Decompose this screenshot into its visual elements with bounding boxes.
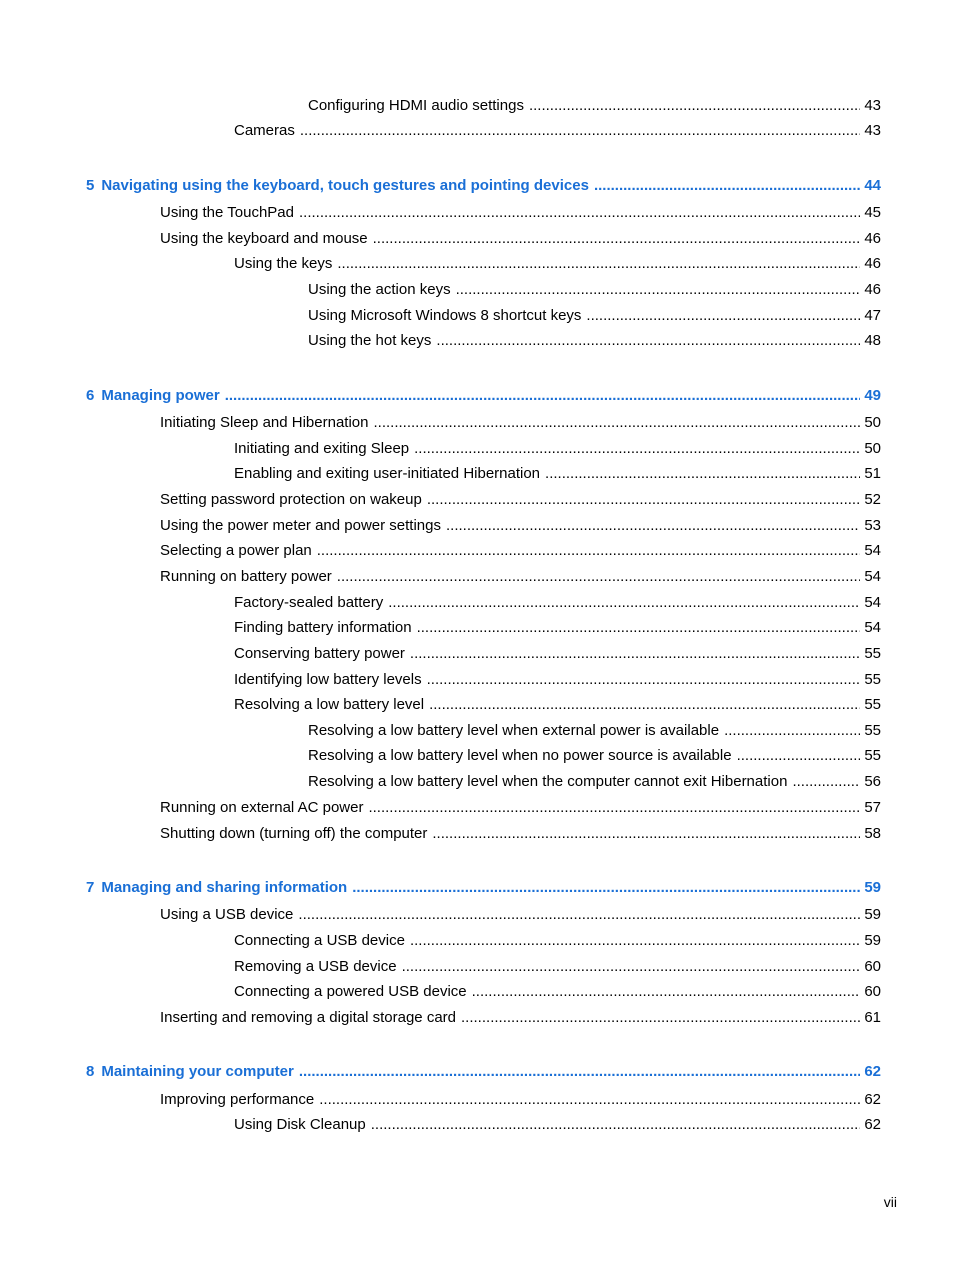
toc-entry[interactable]	[234, 957, 881, 977]
dot-leader	[337, 567, 861, 587]
chapter-number: 5	[86, 177, 95, 194]
toc-entry[interactable]	[160, 541, 881, 561]
chapter-number: 6	[86, 387, 95, 404]
toc-entry-page: 62	[864, 1091, 881, 1108]
toc-entry-page: 55	[864, 645, 881, 662]
toc-entry[interactable]	[234, 618, 881, 638]
toc-entry-title: Removing a USB device	[234, 958, 397, 975]
dot-leader	[586, 306, 860, 326]
toc-entry-page: 60	[864, 958, 881, 975]
toc-entry-title: Conserving battery power	[234, 645, 405, 662]
dot-leader	[427, 670, 861, 690]
dot-leader	[737, 746, 861, 766]
toc-entry-title: Setting password protection on wakeup	[160, 491, 422, 508]
toc-entry-title: Managing and sharing information	[101, 879, 348, 896]
toc-entry-page: 62	[864, 1063, 881, 1080]
toc-chapter-heading[interactable]	[86, 176, 881, 196]
toc-entry[interactable]	[234, 1115, 881, 1135]
toc-entry[interactable]	[308, 280, 881, 300]
dot-leader	[414, 439, 860, 459]
toc-entry-page: 46	[864, 281, 881, 298]
toc-entry-page: 57	[864, 799, 881, 816]
toc-entry-page: 62	[864, 1116, 881, 1133]
toc-entry[interactable]	[160, 229, 881, 249]
toc-entry-page: 43	[864, 97, 881, 114]
toc-entry-page: 56	[864, 773, 881, 790]
toc-entry-page: 54	[864, 594, 881, 611]
toc-entry[interactable]	[160, 567, 881, 587]
toc-entry[interactable]	[160, 413, 881, 433]
dot-leader	[410, 931, 860, 951]
dot-leader	[299, 1062, 860, 1082]
toc-entry-page: 43	[864, 122, 881, 139]
toc-entry-title: Selecting a power plan	[160, 542, 312, 559]
toc-entry-title: Using the hot keys	[308, 332, 432, 349]
toc-entry[interactable]	[234, 695, 881, 715]
toc-entry-title: Resolving a low battery level when external power is available	[308, 722, 720, 739]
toc-entry-title: Resolving a low battery level	[234, 696, 425, 713]
toc-entry[interactable]	[234, 439, 881, 459]
toc-entry-page: 59	[864, 879, 881, 896]
toc-entry-page: 60	[864, 983, 881, 1000]
toc-entry[interactable]	[160, 490, 881, 510]
chapter-number: 7	[86, 879, 95, 896]
toc-entry-title: Finding battery information	[234, 619, 412, 636]
toc-entry[interactable]	[308, 746, 881, 766]
toc-entry-title: Initiating Sleep and Hibernation	[160, 414, 369, 431]
toc-entry-title: Factory-sealed battery	[234, 594, 384, 611]
toc-entry-page: 49	[864, 387, 881, 404]
dot-leader	[225, 386, 861, 406]
toc-entry-page: 45	[864, 204, 881, 221]
toc-chapter-heading[interactable]	[86, 1062, 881, 1082]
dot-leader	[417, 618, 861, 638]
dot-leader	[461, 1008, 860, 1028]
dot-leader	[402, 957, 861, 977]
toc-entry[interactable]	[160, 203, 881, 223]
toc-entry-title: Maintaining your computer	[101, 1063, 294, 1080]
toc-entry-page: 54	[864, 568, 881, 585]
dot-leader	[792, 772, 860, 792]
dot-leader	[436, 331, 860, 351]
toc-entry-title: Running on battery power	[160, 568, 332, 585]
dot-leader	[299, 203, 860, 223]
dot-leader	[337, 254, 860, 274]
toc-entry[interactable]	[160, 824, 881, 844]
dot-leader	[368, 798, 860, 818]
toc-entry[interactable]	[160, 798, 881, 818]
dot-leader	[410, 644, 860, 664]
toc-entry-page: 55	[864, 696, 881, 713]
toc-entry-page: 54	[864, 542, 881, 559]
toc-entry-page: 61	[864, 1009, 881, 1026]
toc-entry[interactable]	[308, 331, 881, 351]
toc-entry-page: 50	[864, 440, 881, 457]
dot-leader	[529, 96, 860, 116]
toc-entry-page: 59	[864, 906, 881, 923]
toc-entry[interactable]	[234, 593, 881, 613]
toc-entry[interactable]	[160, 905, 881, 925]
toc-entry-page: 46	[864, 255, 881, 272]
toc-entry[interactable]	[160, 1090, 881, 1110]
toc-entry-title: Using a USB device	[160, 906, 294, 923]
toc-entry[interactable]	[308, 96, 881, 116]
toc-entry-page: 52	[864, 491, 881, 508]
toc-entry-title: Using the keyboard and mouse	[160, 230, 368, 247]
toc-entry-title: Using Microsoft Windows 8 shortcut keys	[308, 307, 582, 324]
toc-entry-title: Improving performance	[160, 1091, 315, 1108]
dot-leader	[429, 695, 860, 715]
dot-leader	[317, 541, 861, 561]
toc-entry-title: Identifying low battery levels	[234, 671, 422, 688]
dot-leader	[371, 1115, 861, 1135]
toc-entry-page: 51	[864, 465, 881, 482]
toc-entry-title: Navigating using the keyboard, touch gestures and pointing devices	[101, 177, 589, 194]
toc-entry-title: Using the power meter and power settings	[160, 517, 441, 534]
toc-entry-page: 55	[864, 747, 881, 764]
toc-entry[interactable]	[234, 931, 881, 951]
toc-entry[interactable]	[308, 721, 881, 741]
dot-leader	[352, 878, 860, 898]
toc-entry[interactable]	[234, 982, 881, 1002]
dot-leader	[594, 176, 860, 196]
toc-entry-page: 46	[864, 230, 881, 247]
toc-entry-title: Using the keys	[234, 255, 333, 272]
toc-entry[interactable]	[234, 644, 881, 664]
toc-entry-page: 53	[864, 517, 881, 534]
toc-entry-title: Cameras	[234, 122, 295, 139]
toc-entry-page: 48	[864, 332, 881, 349]
dot-leader	[545, 464, 860, 484]
dot-leader	[300, 121, 860, 141]
toc-entry-title: Managing power	[101, 387, 220, 404]
toc-entry-title: Configuring HDMI audio settings	[308, 97, 524, 114]
toc-entry-title: Using the TouchPad	[160, 204, 294, 221]
toc-entry-title: Connecting a powered USB device	[234, 983, 467, 1000]
toc-entry[interactable]	[160, 516, 881, 536]
toc-entry-title: Using Disk Cleanup	[234, 1116, 366, 1133]
chapter-number: 8	[86, 1063, 95, 1080]
toc-entry[interactable]	[308, 772, 881, 792]
toc-entry[interactable]	[234, 254, 881, 274]
toc-entry-title: Resolving a low battery level when the computer cannot exit Hibernation	[308, 773, 788, 790]
toc-entry[interactable]	[234, 670, 881, 690]
toc-entry-page: 58	[864, 825, 881, 842]
dot-leader	[446, 516, 860, 536]
toc-entry-title: Inserting and removing a digital storage card	[160, 1009, 457, 1026]
toc-entry-title: Using the action keys	[308, 281, 451, 298]
toc-entry-page: 55	[864, 722, 881, 739]
page-number: vii	[883, 1194, 897, 1210]
toc-entry[interactable]	[234, 464, 881, 484]
toc-entry[interactable]	[308, 306, 881, 326]
toc-chapter-heading[interactable]	[86, 386, 881, 406]
toc-chapter-heading[interactable]	[86, 878, 881, 898]
toc-entry-page: 50	[864, 414, 881, 431]
dot-leader	[724, 721, 860, 741]
dot-leader	[427, 490, 860, 510]
dot-leader	[472, 982, 861, 1002]
toc-entry-title: Shutting down (turning off) the computer	[160, 825, 428, 842]
toc-entry-page: 44	[864, 177, 881, 194]
toc-entry-title: Running on external AC power	[160, 799, 364, 816]
toc-entry-title: Connecting a USB device	[234, 932, 405, 949]
toc-entry-page: 54	[864, 619, 881, 636]
toc-entry-page: 59	[864, 932, 881, 949]
toc-entry[interactable]	[234, 121, 881, 141]
toc-entry-title: Enabling and exiting user-initiated Hibernation	[234, 465, 541, 482]
toc-entry[interactable]	[160, 1008, 881, 1028]
dot-leader	[298, 905, 860, 925]
toc-entry-page: 55	[864, 671, 881, 688]
dot-leader	[388, 593, 860, 613]
dot-leader	[373, 229, 861, 249]
dot-leader	[373, 413, 860, 433]
toc-entry-title: Resolving a low battery level when no power source is available	[308, 747, 732, 764]
dot-leader	[432, 824, 860, 844]
toc-entry-title: Initiating and exiting Sleep	[234, 440, 410, 457]
dot-leader	[456, 280, 861, 300]
dot-leader	[319, 1090, 860, 1110]
toc-entry-page: 47	[864, 307, 881, 324]
